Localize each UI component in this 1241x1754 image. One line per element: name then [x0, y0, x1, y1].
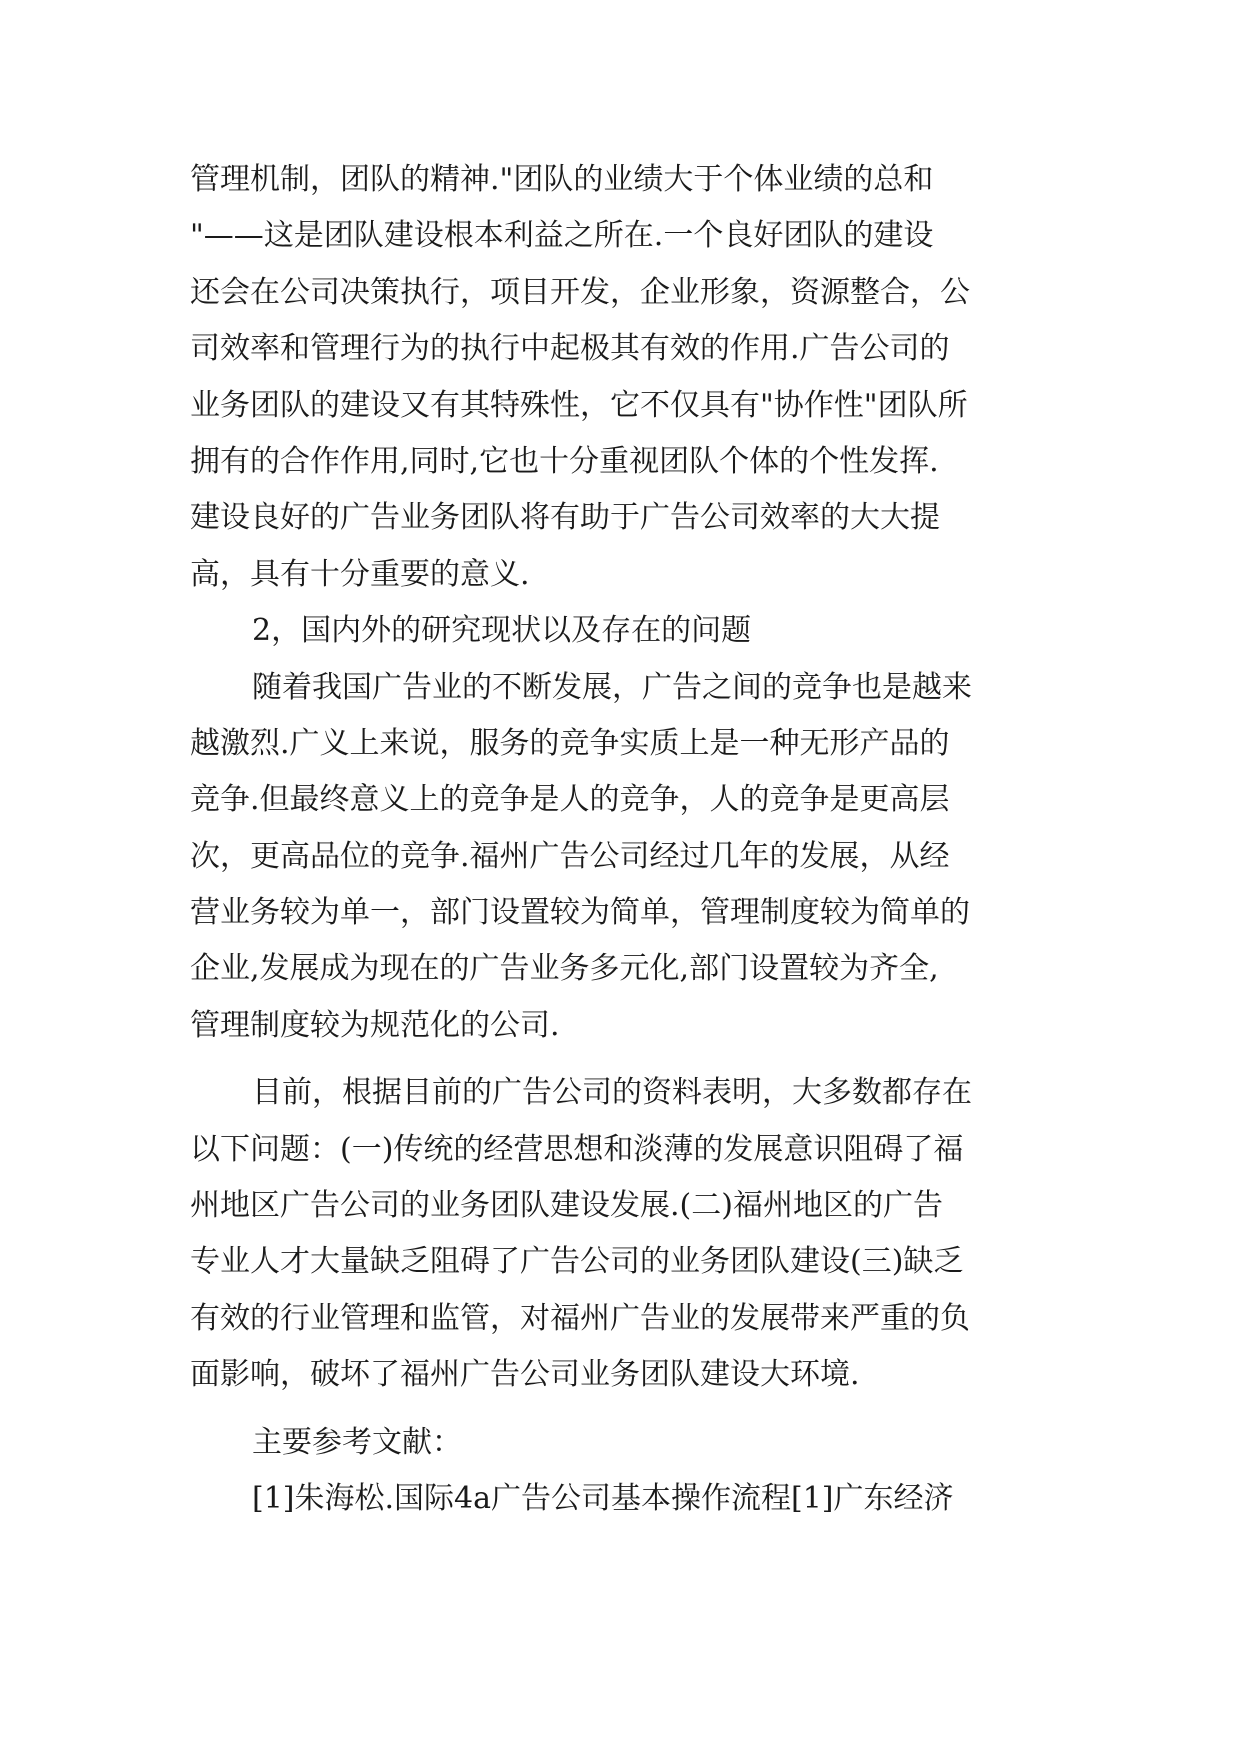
references-heading: 主要参考文献：	[252, 1424, 462, 1460]
paragraph-gap	[190, 1404, 1058, 1415]
text-line: 有效的行业管理和监管，对福州广告业的发展带来严重的负	[190, 1300, 970, 1336]
text-line: 拥有的合作作用,同时,它也十分重视团队个体的个性发挥.	[190, 443, 939, 479]
text-line: 越激烈.广义上来说，服务的竞争实质上是一种无形产品的	[190, 725, 950, 761]
section-heading: 2，国内外的研究现状以及存在的问题	[252, 613, 752, 649]
document-body	[190, 152, 1058, 1527]
paragraph-gap	[190, 1054, 1058, 1065]
reference-item: [1]朱海松.国际4a广告公司基本操作流程[1]广东经济	[252, 1480, 954, 1516]
text-line: 目前，根据目前的广告公司的资料表明，大多数都存在	[252, 1075, 972, 1111]
text-line: 建设良好的广告业务团队将有助于广告公司效率的大大提	[190, 500, 940, 536]
text-line: 专业人才大量缺乏阻碍了广告公司的业务团队建设(三)缺乏	[190, 1244, 964, 1280]
text-line: 高，具有十分重要的意义.	[190, 556, 530, 592]
text-line: 企业,发展成为现在的广告业务多元化,部门设置较为齐全,	[190, 951, 939, 987]
text-line: 以下问题：(一)传统的经营思想和淡薄的发展意识阻碍了福	[190, 1131, 964, 1167]
text-line: "——这是团队建设根本利益之所在.一个良好团队的建设	[190, 218, 934, 254]
text-line: 竞争.但最终意义上的竞争是人的竞争，人的竞争是更高层	[190, 782, 950, 818]
text-line: 管理机制，团队的精神."团队的业绩大于个体业绩的总和	[190, 162, 934, 197]
text-line: 营业务较为单一，部门设置较为简单，管理制度较为简单的	[190, 895, 970, 931]
text-line: 业务团队的建设又有其特殊性，它不仅具有"协作性"团队所	[190, 387, 968, 423]
text-line: 面影响，破坏了福州广告公司业务团队建设大环境.	[190, 1357, 860, 1393]
text-line: 次，更高品位的竞争.福州广告公司经过几年的发展，从经	[190, 838, 950, 874]
text-line: 管理制度较为规范化的公司.	[190, 1007, 560, 1043]
text-line: 州地区广告公司的业务团队建设发展.(二)福州地区的广告	[190, 1188, 943, 1224]
text-line: 还会在公司决策执行，项目开发，企业形象，资源整合，公	[190, 274, 970, 310]
text-line: 随着我国广告业的不断发展，广告之间的竞争也是越来	[252, 669, 972, 705]
text-line: 司效率和管理行为的执行中起极其有效的作用.广告公司的	[190, 331, 950, 367]
